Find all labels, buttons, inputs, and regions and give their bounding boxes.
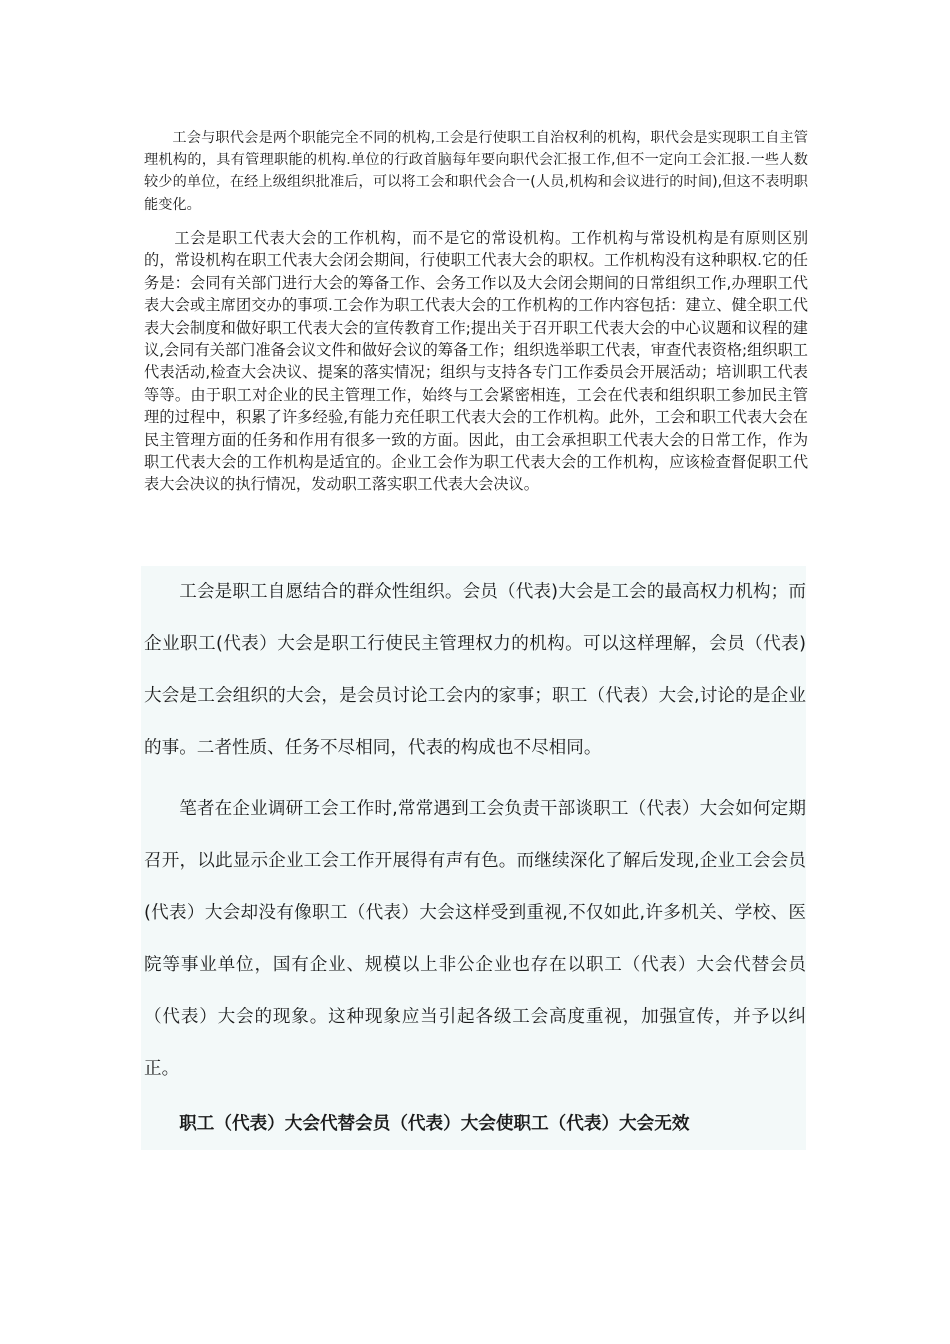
paragraph-mass-organization: 工会是职工自愿结合的群众性组织。会员（代表)大会是工会的最高权力机构；而企业职工(代表）大会是职工行使民主管理权力的机构。可以这样理解，会员（代表)大会是工会组织的大会，是会员讨论工会内的家事；职工（代表）大会,讨论的是企业的事。二者性质、任务不尽相同，代表的构成也不尽相同。 [144,582,806,758]
section-heading: 职工（代表）大会代替会员（代表）大会使职工（代表）大会无效 [179,1114,690,1134]
paragraph-research-observation: 笔者在企业调研工会工作时,常常遇到工会负责干部谈职工（代表）大会如何定期召开，以此显示企业工会工作开展得有声有色。而继续深化了解后发现,企业工会会员(代表）大会却没有像职工（代表）大会这样受到重视,不仅如此,许多机关、学校、医院等事业单位，国有企业、规模以上非公企业也存在以职工（代表）大会代替会员（代表）大会的现象。这种现象应当引起各级工会高度重视，加强宣传，并予以纠正。 [144,799,806,1079]
paragraph-working-body: 工会是职工代表大会的工作机构，而不是它的常设机构。工作机构与常设机构是有原则区别的，常设机构在职工代表大会闭会期间，行使职工代表大会的职权。工作机构没有这种职权.它的任务是：会同有关部门进行大会的筹备工作、会务工作以及大会闭会期间的日常组织工作,办理职工代表大会或主席团交办的事项.工会作为职工代表大会的工作机构的工作内容包括：建立、健全职工代表大会制度和做好职工代表大会的宣传教育工作;提出关于召开职工代表大会的中心议题和议程的建议,会同有关部门准备会议文件和做好会议的筹备工作；组织选举职工代表，审查代表资格;组织职工代表活动,检查大会决议、提案的落实情况；组织与支持各专门工作委员会开展活动；培训职工代表等等。由于职工对企业的民主管理工作，始终与工会紧密相连，工会在代表和组织职工参加民主管理的过程中，积累了许多经验,有能力充任职工代表大会的工作机构。此外，工会和职工代表大会在民主管理方面的任务和作用有很多一致的方面。因此，由工会承担职工代表大会的日常工作，作为职工代表大会的工作机构是适宜的。企业工会作为职工代表大会的工作机构，应该检查督促职工代表大会决议的执行情况，发动职工落实职工代表大会决议。 [144,229,808,494]
paragraph-union-vs-congress: 工会与职代会是两个职能完全不同的机构,工会是行使职工自治权利的机构，职代会是实现职工自主管理机构的，具有管理职能的机构.单位的行政首脑每年要向职代会汇报工作,但不一定向工会汇报.一些人数较少的单位，在经上级组织批准后，可以将工会和职代会合一(人员,机构和会议进行的时间),但这不表明职能变化。 [144,130,808,213]
